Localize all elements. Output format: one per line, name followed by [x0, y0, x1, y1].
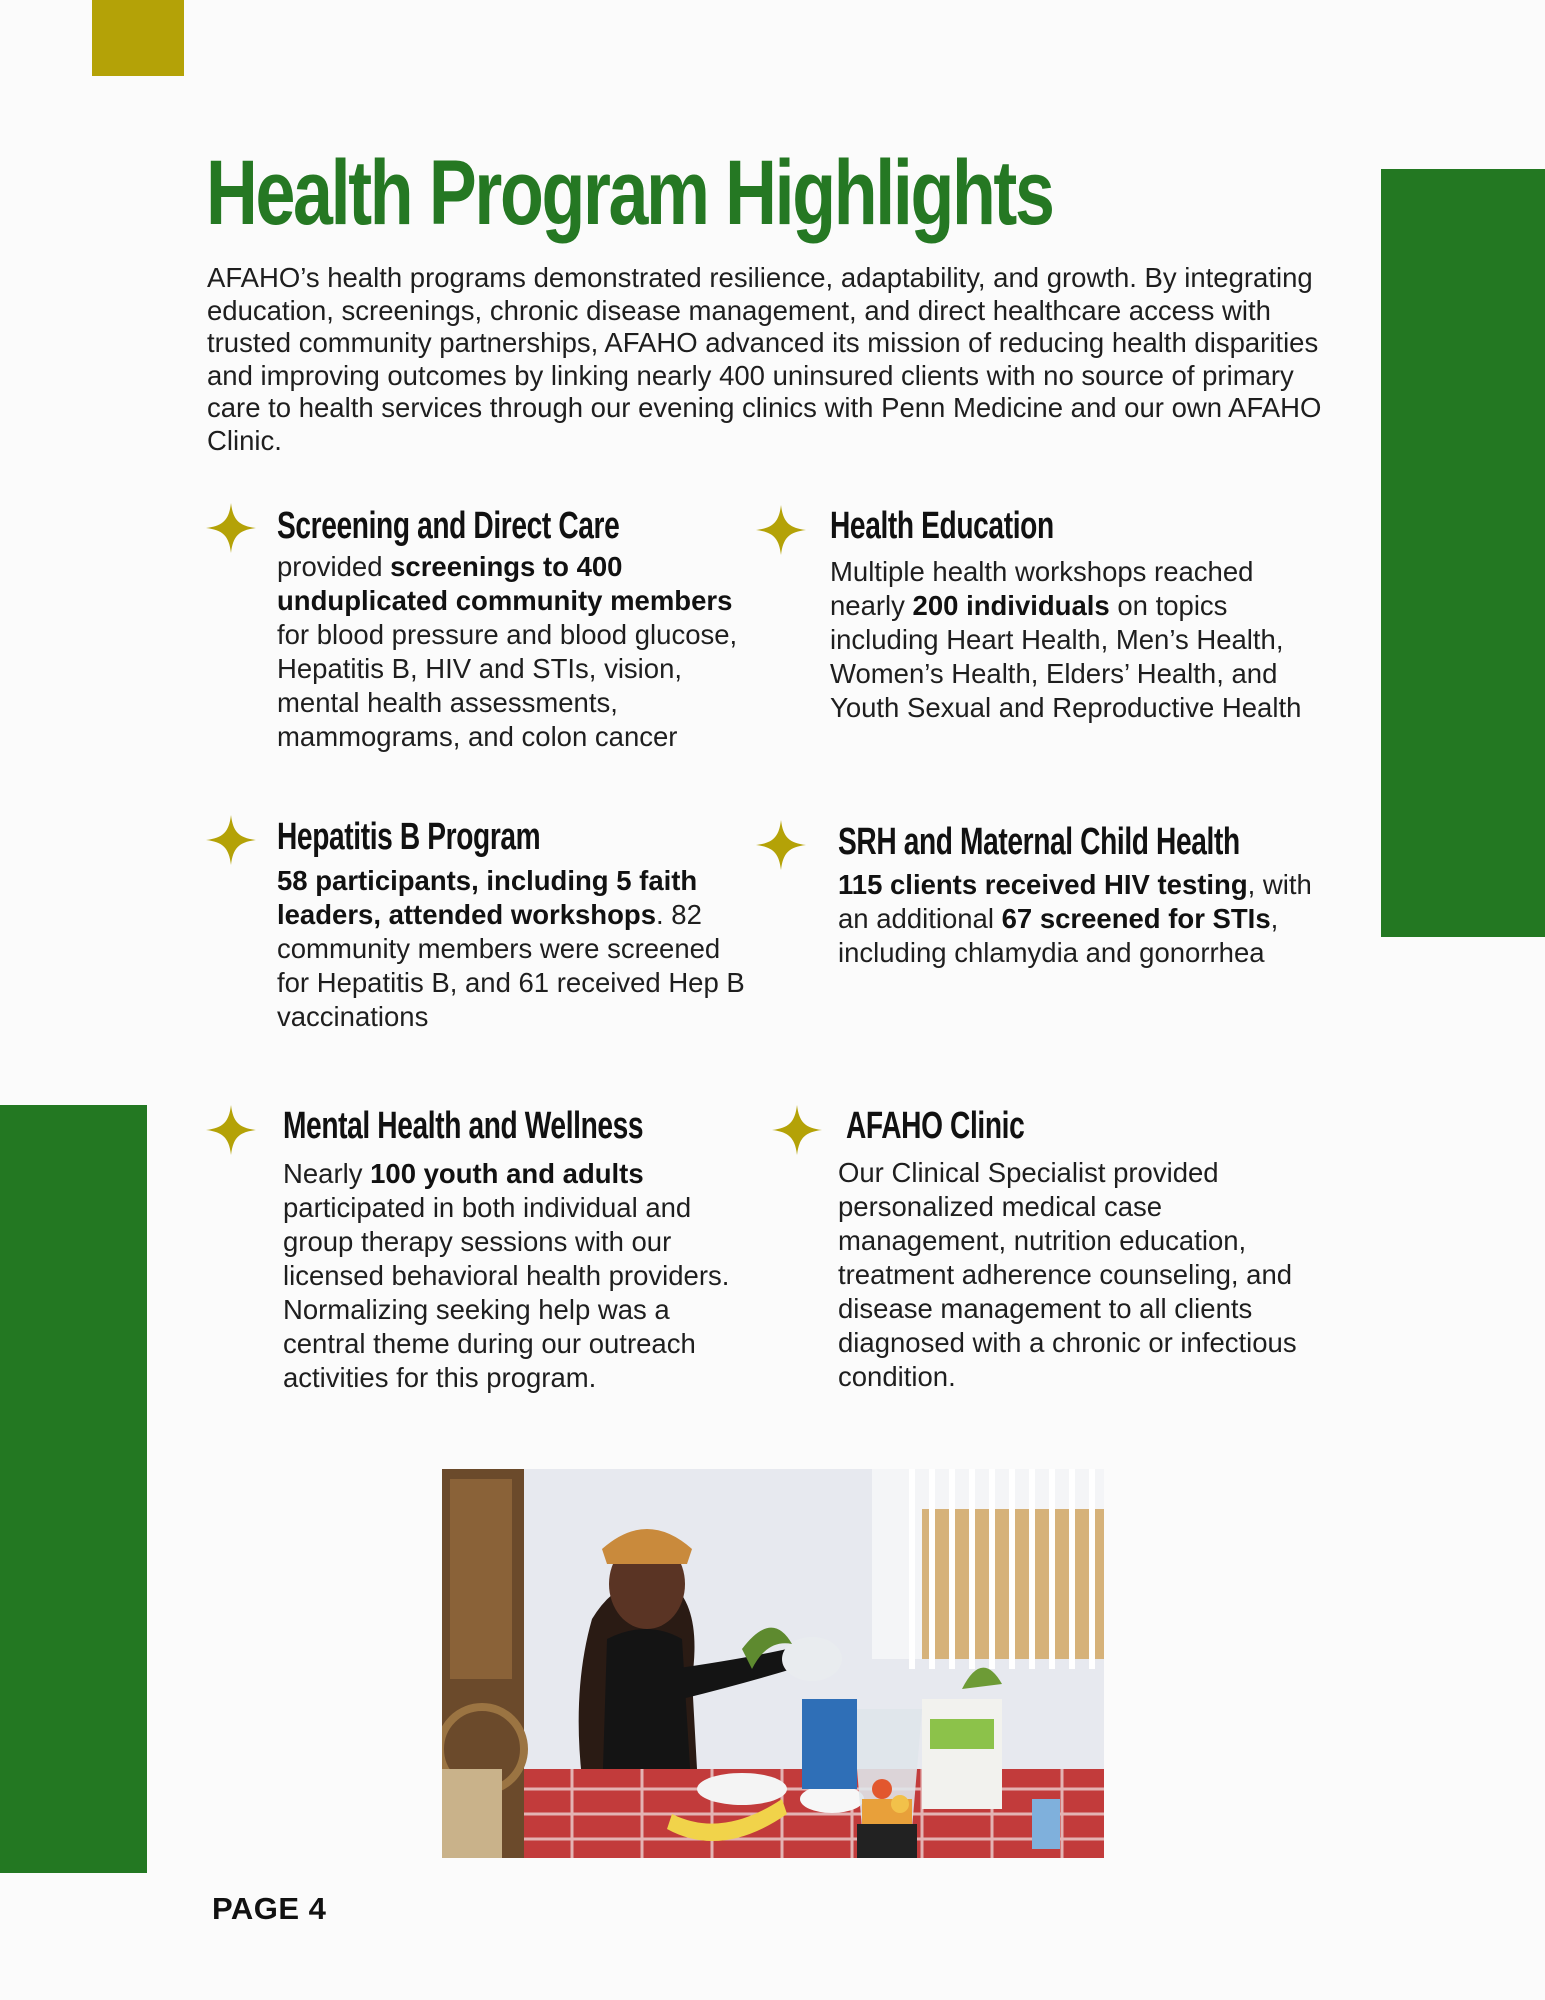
highlight-body-text: Nearly — [283, 1158, 371, 1189]
page-number: PAGE 4 — [212, 1891, 327, 1926]
intro-paragraph: AFAHO’s health programs demonstrated resilience, adaptability, and growth. By integrating education, screenings, chronic disease management, and direct healthcare access with trusted community partnerships, AFAHO advanced its mission of reducing health disparities and improving outcomes by linking nearly 400 uninsured clients with no source of primary care to health services through our evening clinics with Penn Medicine and our own AFAHO Clinic. — [207, 262, 1322, 456]
highlight-heading: Health Education — [830, 505, 1054, 547]
green-accent-bar-right — [1381, 169, 1545, 937]
four-point-star-icon — [772, 1105, 822, 1155]
highlight-body-text: participated in both individual and group therapy sessions with our licensed behavioral health providers. Normalizing seeking help was a central theme during our outreach activities for this program. — [283, 1192, 730, 1393]
highlight-body — [277, 550, 757, 754]
highlight-body-emphasis: 58 participants, including 5 faith leaders, attended workshops — [277, 865, 698, 930]
highlight-body-emphasis: 200 individuals — [912, 590, 1110, 621]
highlight-heading: Hepatitis B Program — [277, 816, 541, 858]
highlight-body — [838, 1156, 1318, 1394]
highlight-body-text: Multiple health workshops reached nearly — [830, 556, 1254, 621]
highlight-body-emphasis: 115 clients received HIV testing — [838, 869, 1248, 900]
highlight-body-emphasis: 100 youth and adults — [370, 1158, 644, 1189]
page-title: Health Program Highlights — [206, 142, 1053, 244]
highlight-body-text: . 82 community members were screened for Hepatitis B, and 61 received Hep B vaccinations — [277, 899, 745, 1032]
four-point-star-icon — [756, 505, 806, 555]
four-point-star-icon — [206, 1105, 256, 1155]
highlight-heading: Screening and Direct Care — [277, 505, 620, 547]
highlight-body-text: for blood pressure and blood glucose, Hepatitis B, HIV and STIs, vision, mental health assessments, mammograms, and colon cancer — [277, 619, 738, 752]
highlight-body — [830, 555, 1310, 725]
highlight-body — [283, 1157, 753, 1395]
highlight-body-text: on topics including Heart Health, Men’s Health, Women’s Health, Elders’ Health, and Youth Sexual and Reproductive Health — [830, 590, 1302, 723]
highlight-body-text: provided — [277, 551, 391, 582]
four-point-star-icon — [756, 820, 806, 870]
nutrition-workshop-photo — [442, 1469, 1104, 1858]
highlight-body-text: Our Clinical Specialist provided personalized medical case management, nutrition education, treatment adherence counseling, and disease management to all clients diagnosed with a chronic or infectious condition. — [838, 1157, 1297, 1392]
highlight-body — [838, 868, 1338, 970]
four-point-star-icon — [206, 503, 256, 553]
highlight-heading: SRH and Maternal Child Health — [838, 821, 1240, 863]
highlight-body-emphasis: screenings to 400 unduplicated community members — [277, 551, 733, 616]
highlight-heading: Mental Health and Wellness — [283, 1105, 644, 1147]
highlight-body — [277, 864, 757, 1034]
photo-illustration — [442, 1469, 1104, 1858]
four-point-star-icon — [206, 815, 256, 865]
highlight-heading: AFAHO Clinic — [846, 1105, 1025, 1147]
highlight-body-emphasis: 67 screened for STIs — [1001, 903, 1271, 934]
highlight-body-text: , including chlamydia and gonorrhea — [838, 903, 1279, 968]
green-accent-bar-left — [0, 1105, 147, 1873]
olive-corner-block — [92, 0, 184, 76]
highlight-body-text: , with an additional — [838, 869, 1312, 934]
